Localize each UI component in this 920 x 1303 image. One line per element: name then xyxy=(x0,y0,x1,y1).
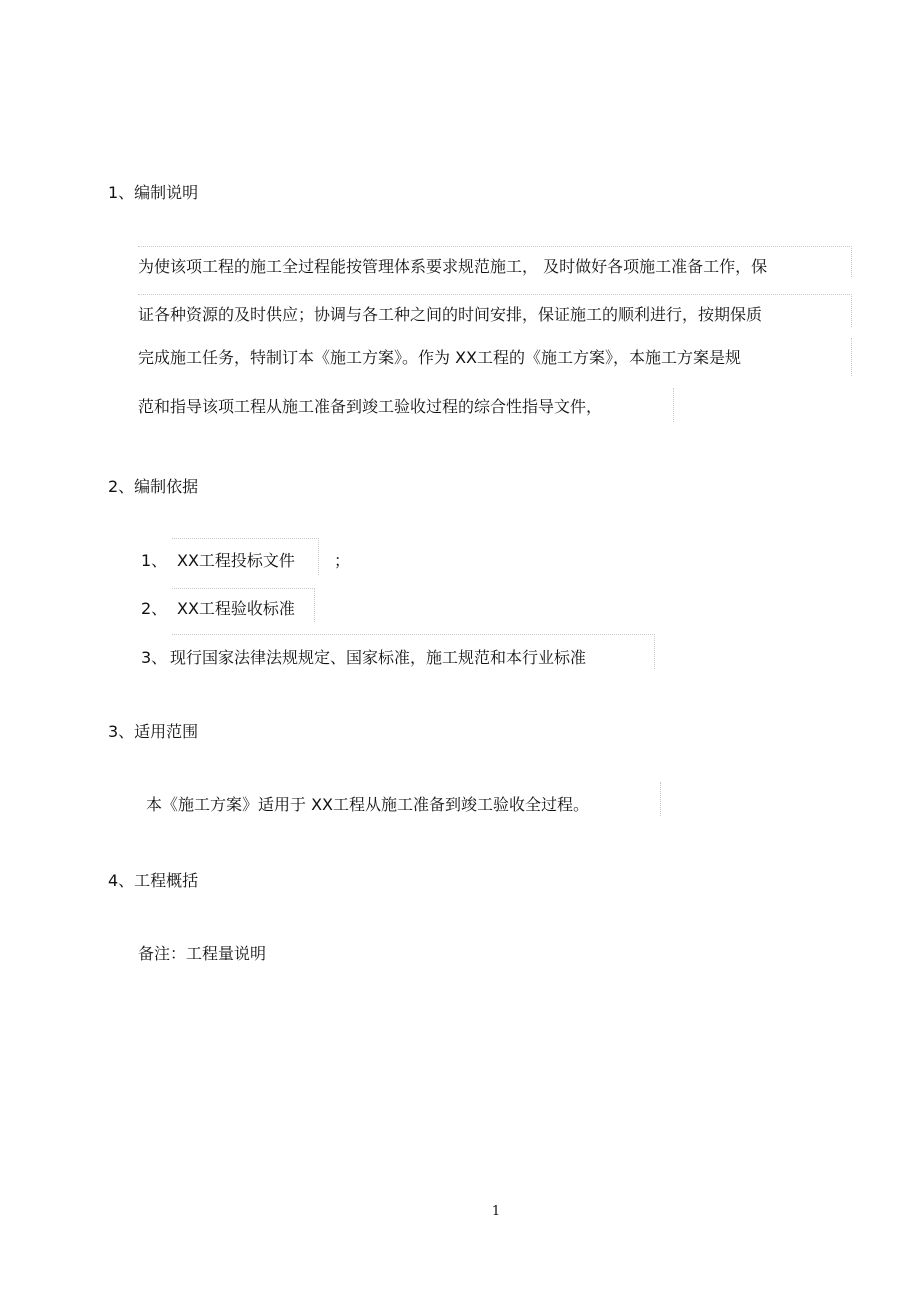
section-1-line-3: 完成施工任务，特制订本《施工方案》。作为 XX工程的《施工方案》，本施工方案是规 xyxy=(138,348,742,367)
section-4-heading: 4、工程概括 xyxy=(108,871,199,890)
section-1-line-1: 为使该项工程的施工全过程能按管理体系要求规范施工， 及时做好各项施工准备工作，保 xyxy=(138,257,768,276)
section-1-heading: 1、编制说明 xyxy=(108,183,199,202)
section-3-heading: 3、适用范围 xyxy=(108,722,199,741)
list-item-1-number: 1、 xyxy=(141,551,168,570)
list-item-3-number: 3、 xyxy=(141,648,168,667)
section-1-line-4: 范和指导该项工程从施工准备到竣工验收过程的综合性指导文件， xyxy=(138,397,603,416)
section-2-heading: 2、编制依据 xyxy=(108,477,199,496)
list-item-2-text: XX工程验收标准 xyxy=(177,599,295,618)
section-4-note: 备注：工程量说明 xyxy=(138,944,267,963)
list-item-2-number: 2、 xyxy=(141,599,168,618)
page-number: 1 xyxy=(491,1204,501,1219)
list-item-3-text: 现行国家法律法规规定、国家标准，施工规范和本行业标准 xyxy=(170,648,587,667)
list-item-1-suffix: ； xyxy=(334,551,351,570)
list-item-1-text: XX工程投标文件 xyxy=(177,551,295,570)
section-3-paragraph: 本《施工方案》适用于 XX工程从施工准备到竣工验收全过程。 xyxy=(146,795,590,814)
section-1-line-2: 证各种资源的及时供应；协调与各工种之间的时间安排，保证施工的顺利进行，按期保质 xyxy=(138,305,763,324)
